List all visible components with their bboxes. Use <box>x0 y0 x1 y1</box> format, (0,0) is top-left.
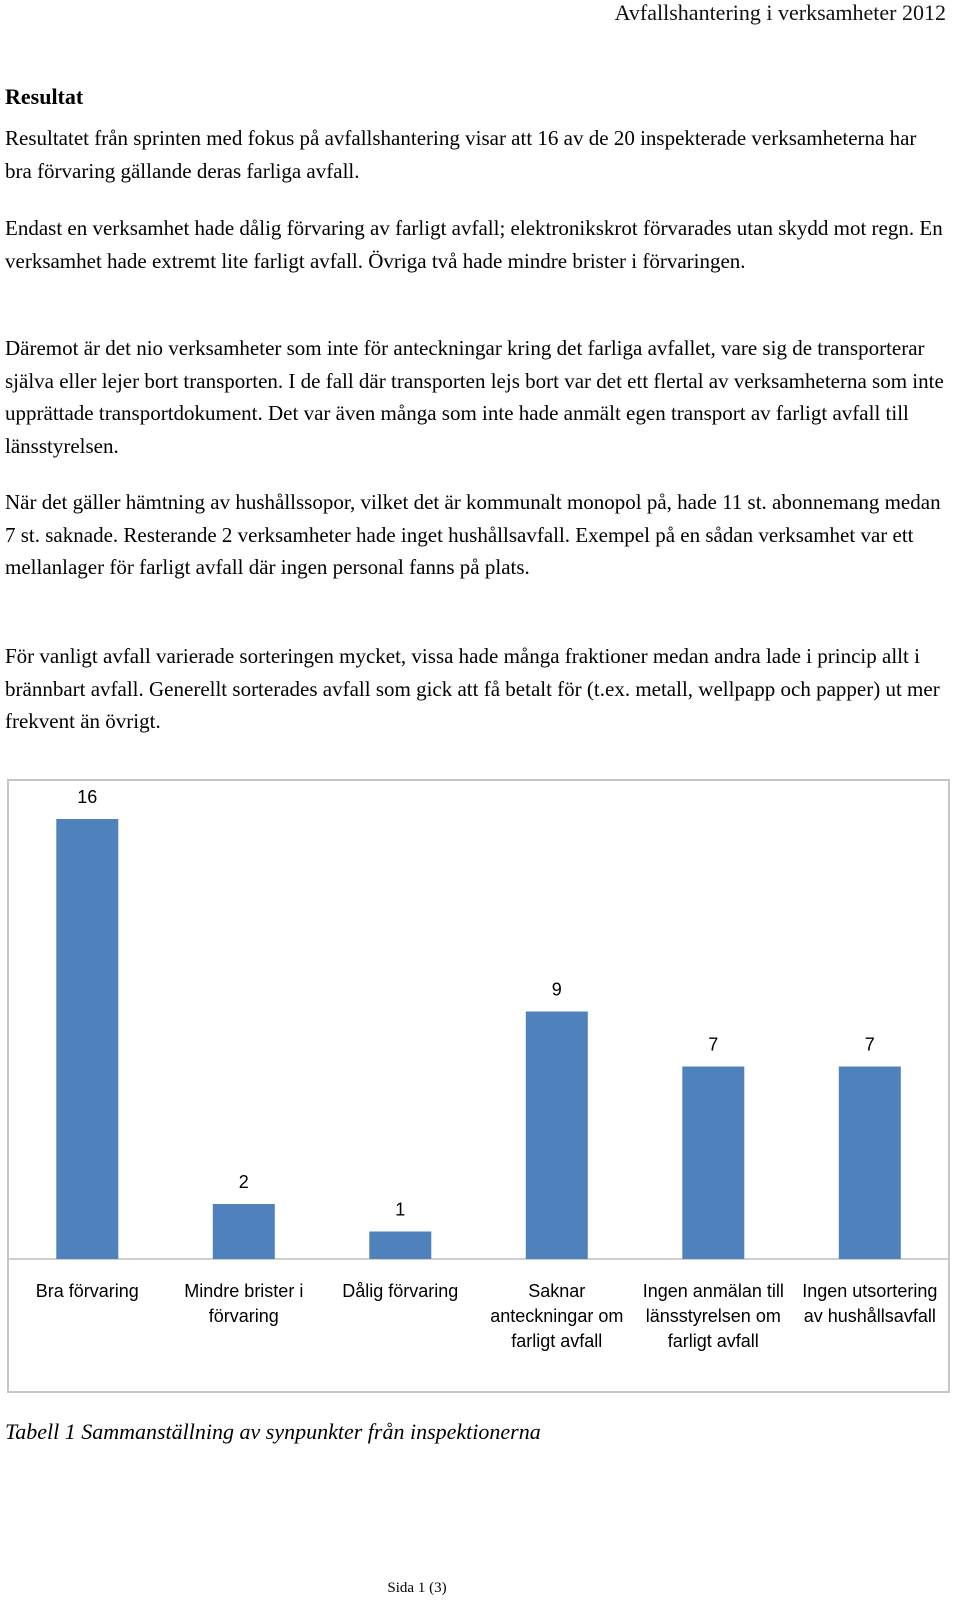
data-label-0: 16 <box>77 787 98 807</box>
paragraph-poor-storage: Endast en verksamhet hade dålig förvaring av farligt avfall; elektronikskrot förvarades utan skydd mot regn. En verksamhet hade extremt lite farligt avfall. Övriga två hade mindre brister i förvaringen. <box>5 216 943 273</box>
bar-2 <box>369 1232 431 1260</box>
bar-4 <box>682 1067 744 1260</box>
data-label-1: 2 <box>238 1172 249 1192</box>
data-label-5: 7 <box>864 1034 875 1055</box>
paragraph-sorting: För vanligt avfall varierade sorteringen mycket, vissa hade många fraktioner medan andra lade i princip allt i brännbart avfall. Generellt sorterades avfall som gick att få betalt för (t.ex. metall, wellpapp och papper) ut mer frekvent än övrigt. <box>5 644 940 733</box>
bar-0 <box>56 819 118 1259</box>
category-label-3: Saknar anteckningar om farligt avfall <box>490 1281 624 1351</box>
table-caption: Tabell 1 Sammanställning av synpunkter från inspektionerna <box>5 1419 541 1444</box>
document-header-title: Avfallshantering i verksamheter 2012 <box>614 0 946 25</box>
bar-5 <box>839 1067 901 1260</box>
data-label-4: 7 <box>708 1034 719 1055</box>
paragraph-records: Däremot är det nio verksamheter som inte för anteckningar kring det farliga avfallet, vare sig de transporterar själva eller lejer bort transporten. I de fall där transporten lejs bort var det ett flertal av verksamheterna som inte upprättade transportdokument. Det var även många som inte hade anmält egen transport av farligt avfall till länsstyrelsen. <box>5 336 944 458</box>
data-label-3: 9 <box>551 979 562 1000</box>
category-label-5: Ingen utsortering av hushållsavfall <box>802 1281 938 1326</box>
section-heading: Resultat <box>5 84 84 109</box>
paragraph-household-waste: När det gäller hämtning av hushållssopor, vilket det är kommunalt monopol på, hade 11 st. abonnemang medan 7 st. saknade. Resterande 2 verksamheter hade inget hushållsavfall. Exempel på en sådan verksamhet var ett mellanlager för farligt avfall där ingen personal fanns på plats. <box>5 490 941 579</box>
bar-chart-svg <box>9 781 948 1391</box>
category-label-1: Mindre brister i förvaring <box>184 1281 304 1326</box>
paragraph-storage-summary: Resultatet från sprinten med fokus på avfallshantering visar att 16 av de 20 inspekterade verksamheterna har bra förvaring gällande deras farliga avfall. <box>5 126 917 183</box>
bar-3 <box>526 1012 588 1260</box>
category-label-4: Ingen anmälan till länsstyrelsen om farligt avfall <box>642 1281 784 1351</box>
bar-chart <box>7 779 950 1393</box>
bar-1 <box>213 1204 275 1259</box>
category-label-2: Dålig förvaring <box>342 1281 459 1301</box>
page-number: Sida 1 (3) <box>387 1580 447 1596</box>
data-label-2: 1 <box>395 1199 406 1220</box>
category-label-0: Bra förvaring <box>35 1281 139 1301</box>
